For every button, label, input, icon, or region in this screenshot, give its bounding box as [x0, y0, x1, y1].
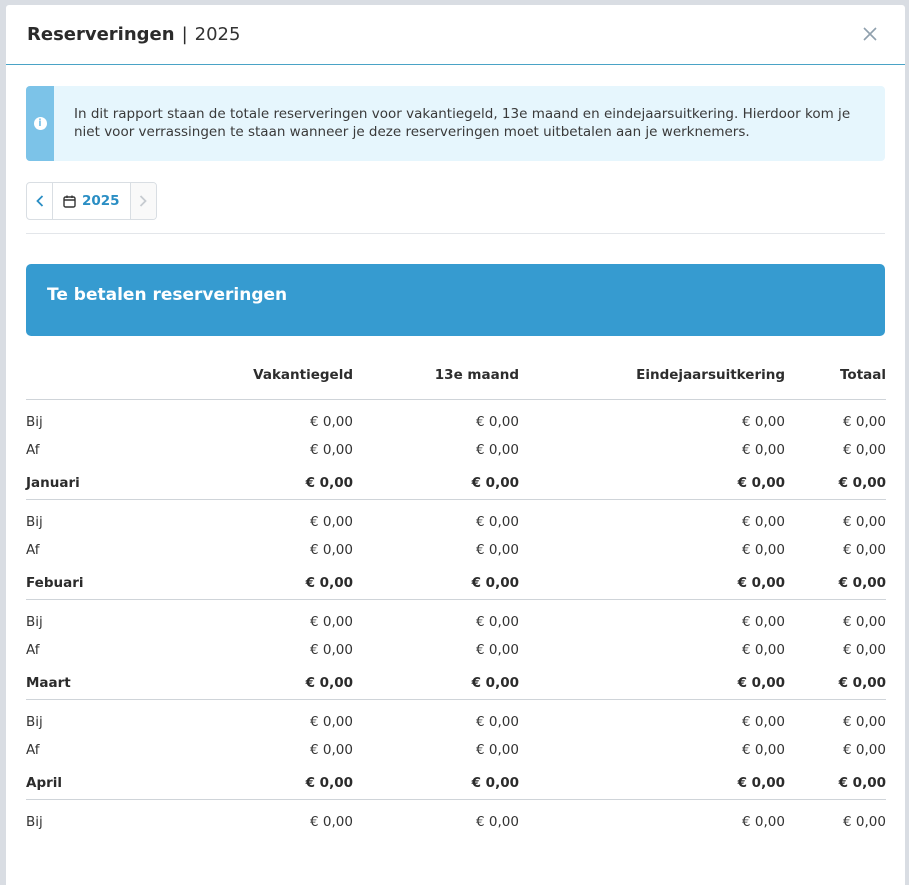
- modal-header: [6, 5, 905, 65]
- cell-vakantiegeld: € 0,00: [310, 541, 353, 558]
- cell-13e-maand: € 0,00: [476, 541, 519, 558]
- chevron-right-icon: [139, 195, 147, 207]
- cell-eindejaarsuitkering: € 0,00: [519, 766, 785, 800]
- cell-13e-maand: € 0,00: [476, 441, 519, 458]
- row-label: Bij: [26, 513, 43, 530]
- cell-13e-maand: € 0,00: [353, 666, 519, 700]
- cell-totaal: € 0,00: [785, 666, 886, 700]
- table-row: [26, 433, 886, 466]
- cell-totaal: € 0,00: [843, 413, 886, 430]
- cell-13e-maand: € 0,00: [353, 466, 519, 500]
- cell-totaal: € 0,00: [843, 441, 886, 458]
- row-label: Af: [26, 541, 40, 558]
- cell-13e-maand: € 0,00: [476, 813, 519, 830]
- table-row: [26, 800, 886, 834]
- cell-vakantiegeld: € 0,00: [310, 713, 353, 730]
- cell-13e-maand: € 0,00: [353, 766, 519, 800]
- reserveringen-modal: [6, 5, 905, 885]
- cell-totaal: € 0,00: [843, 713, 886, 730]
- month-total-row: [26, 766, 886, 800]
- table-header-row: [26, 363, 886, 400]
- year-label: 2025: [82, 193, 120, 209]
- cell-vakantiegeld: € 0,00: [310, 641, 353, 658]
- cell-vakantiegeld: € 0,00: [310, 613, 353, 630]
- cell-13e-maand: € 0,00: [353, 566, 519, 600]
- cell-13e-maand: € 0,00: [476, 641, 519, 658]
- cell-vakantiegeld: € 0,00: [310, 513, 353, 530]
- modal-year: 2025: [194, 24, 241, 45]
- cell-eindejaarsuitkering: € 0,00: [742, 613, 785, 630]
- cell-vakantiegeld: € 0,00: [206, 766, 353, 800]
- close-icon: [863, 27, 877, 41]
- info-text: In dit rapport staan de totale reserveringen voor vakantiegeld, 13e maand en eindejaarsuitkering. Hierdoor kom je niet voor verrassingen te staan wanneer je deze reserveringen moet uitbetalen aan je werknemers.: [74, 106, 851, 140]
- info-banner: [26, 86, 885, 161]
- cell-13e-maand: € 0,00: [476, 413, 519, 430]
- section-divider: [26, 233, 885, 234]
- cell-vakantiegeld: € 0,00: [310, 741, 353, 758]
- table-row: [26, 733, 886, 766]
- row-label: Bij: [26, 613, 43, 630]
- cell-eindejaarsuitkering: € 0,00: [742, 641, 785, 658]
- month-total-row: [26, 466, 886, 500]
- close-button[interactable]: [857, 21, 883, 47]
- table-row: [26, 533, 886, 566]
- cell-totaal: € 0,00: [843, 641, 886, 658]
- reservations-table: [26, 363, 886, 833]
- panel-title: Te betalen reserveringen: [47, 285, 288, 305]
- month-label: Febuari: [26, 566, 206, 600]
- cell-vakantiegeld: € 0,00: [206, 666, 353, 700]
- row-label: Bij: [26, 813, 43, 830]
- section-panel: [26, 264, 885, 336]
- month-total-row: [26, 566, 886, 600]
- modal-title: Reserveringen: [27, 24, 175, 45]
- cell-totaal: € 0,00: [843, 541, 886, 558]
- cell-eindejaarsuitkering: € 0,00: [742, 413, 785, 430]
- cell-eindejaarsuitkering: € 0,00: [742, 513, 785, 530]
- info-icon: i: [34, 117, 47, 130]
- cell-totaal: € 0,00: [785, 766, 886, 800]
- column-header-13e-maand: 13e maand: [353, 363, 519, 400]
- cell-eindejaarsuitkering: € 0,00: [742, 813, 785, 830]
- cell-vakantiegeld: € 0,00: [310, 413, 353, 430]
- cell-eindejaarsuitkering: € 0,00: [519, 466, 785, 500]
- cell-eindejaarsuitkering: € 0,00: [519, 566, 785, 600]
- cell-eindejaarsuitkering: € 0,00: [519, 666, 785, 700]
- row-label: Af: [26, 741, 40, 758]
- table-row: [26, 600, 886, 634]
- cell-vakantiegeld: € 0,00: [310, 813, 353, 830]
- info-bar: [26, 86, 54, 161]
- table-row: [26, 500, 886, 534]
- row-label: Bij: [26, 713, 43, 730]
- cell-totaal: € 0,00: [785, 566, 886, 600]
- column-header-totaal: Totaal: [785, 363, 886, 400]
- cell-eindejaarsuitkering: € 0,00: [742, 541, 785, 558]
- month-label: Maart: [26, 666, 206, 700]
- column-header-eindejaarsuitkering: Eindejaarsuitkering: [519, 363, 785, 400]
- cell-13e-maand: € 0,00: [476, 741, 519, 758]
- month-label: April: [26, 766, 206, 800]
- title-separator: |: [181, 24, 188, 45]
- row-label: Bij: [26, 413, 43, 430]
- cell-totaal: € 0,00: [843, 513, 886, 530]
- previous-year-button[interactable]: [27, 183, 53, 219]
- cell-13e-maand: € 0,00: [476, 513, 519, 530]
- cell-eindejaarsuitkering: € 0,00: [742, 441, 785, 458]
- month-label: Januari: [26, 466, 206, 500]
- cell-vakantiegeld: € 0,00: [206, 566, 353, 600]
- cell-13e-maand: € 0,00: [476, 713, 519, 730]
- calendar-icon: [63, 195, 76, 208]
- cell-totaal: € 0,00: [843, 741, 886, 758]
- next-year-button[interactable]: [130, 183, 156, 219]
- chevron-left-icon: [36, 195, 44, 207]
- cell-eindejaarsuitkering: € 0,00: [742, 713, 785, 730]
- year-picker-button[interactable]: [53, 183, 130, 219]
- cell-vakantiegeld: € 0,00: [206, 466, 353, 500]
- column-header-label: [26, 363, 206, 400]
- cell-totaal: € 0,00: [785, 466, 886, 500]
- month-total-row: [26, 666, 886, 700]
- cell-totaal: € 0,00: [843, 813, 886, 830]
- cell-13e-maand: € 0,00: [476, 613, 519, 630]
- cell-vakantiegeld: € 0,00: [310, 441, 353, 458]
- row-label: Af: [26, 641, 40, 658]
- row-label: Af: [26, 441, 40, 458]
- cell-eindejaarsuitkering: € 0,00: [742, 741, 785, 758]
- year-navigator: [26, 182, 157, 220]
- table-row: [26, 633, 886, 666]
- cell-totaal: € 0,00: [843, 613, 886, 630]
- table-row: [26, 400, 886, 434]
- column-header-vakantiegeld: Vakantiegeld: [206, 363, 353, 400]
- table-row: [26, 700, 886, 734]
